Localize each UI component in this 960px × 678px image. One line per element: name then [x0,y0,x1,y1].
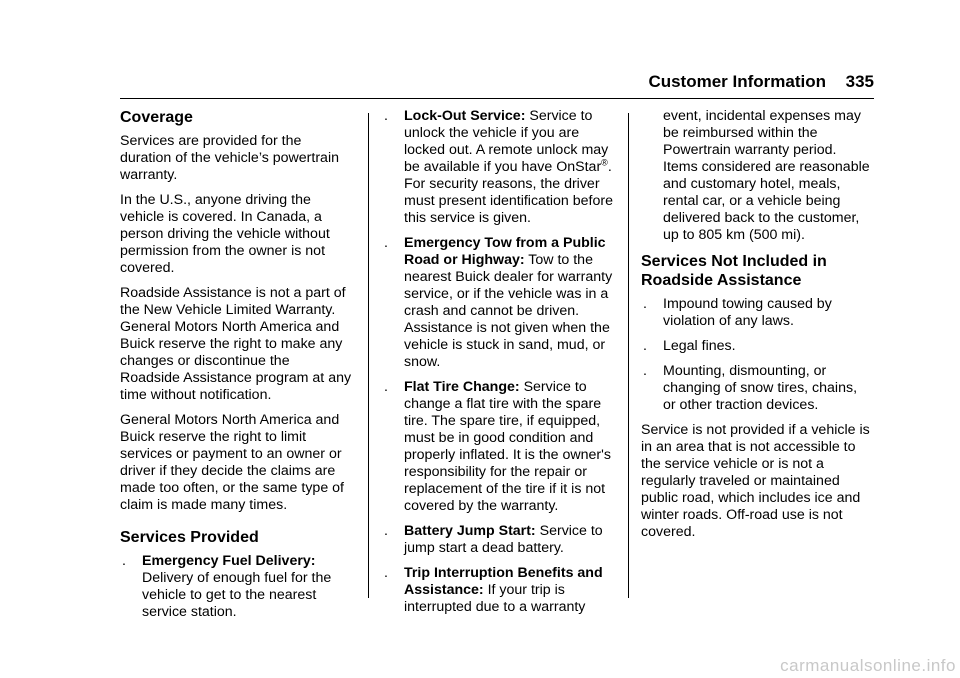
page-header [120,72,874,99]
item-text: Service to jump start a dead battery. [404,523,603,556]
list-item [641,338,873,355]
bullet: . [384,108,388,124]
bullet: . [643,363,647,379]
bullet: . [384,235,388,251]
list-item [382,379,614,515]
column-3 [641,108,873,549]
bullet: . [643,338,647,354]
services-not-included-heading: Services Not Included in Roadside Assistance [641,253,827,289]
bullet: . [384,379,388,395]
services-list-continued [382,108,614,616]
column-1 [120,108,352,629]
page-number: 335 [845,72,874,91]
item-label: Emergency Fuel Delivery: [142,553,316,569]
coverage-paragraph-3: Roadside Assistance is not a part of the New Vehicle Limited Warranty. General Motors North America and Buick reserve the right to make any changes or discontinue the Roadside Assistance program at any time without notification. [120,285,352,403]
item-label: Lock-Out Service: [404,108,526,124]
trip-interruption-continued: event, incidental expenses may be reimbursed within the Powertrain warranty period. Items considered are reasonable and customary hotel, meals, rental car, or a vehicle being delivered back to the customer, up to 805 km (500 mi). [663,108,870,243]
coverage-heading: Coverage [120,109,193,126]
item-text: Delivery of enough fuel for the vehicle to get to the nearest service station. [142,570,332,620]
bullet: . [122,553,126,569]
not-provided-paragraph: Service is not provided if a vehicle is in an area that is not accessible to the service vehicle or is not a regularly traveled or maintained public road, which includes ice and winter roads. Off-road use is not covered. [641,422,870,540]
watermark: carmanualsonline.info [780,656,956,675]
list-item [382,235,614,371]
item-label: Emergency Tow from a Public Road or Highway: [404,235,606,268]
registered-mark: ® [601,157,608,168]
item-text: Service to unlock the vehicle if you are locked out. A remote unlock may be available if you have OnStar [404,108,609,175]
item-text: Mounting, dismounting, or changing of snow tires, chains, or other traction devices. [663,363,858,413]
bullet: . [643,296,647,312]
services-provided-heading: Services Provided [120,529,259,546]
list-item [382,108,614,227]
list-item [382,565,614,616]
list-item [641,296,873,330]
item-text: If your trip is interrupted due to a warranty [404,582,586,615]
column-divider-2 [628,113,629,598]
section-title: Customer Information [648,72,826,91]
list-item [641,363,873,414]
item-text: Impound towing caused by violation of any laws. [663,296,832,329]
coverage-paragraph-4: General Motors North America and Buick reserve the right to limit services or payment to an owner or driver if they decide the claims are made too often, or the same type of claim is made many times. [120,412,344,513]
services-list-start [120,553,352,621]
item-text: Tow to the nearest Buick dealer for warranty service, or if the vehicle was in a crash and cannot be driven. Assistance is not given when the vehicle is stuck in sand, mud, or snow. [404,252,613,370]
item-label: Battery Jump Start: [404,523,536,539]
coverage-paragraph-1: Services are provided for the duration of the vehicle’s powertrain warranty. [120,133,339,183]
item-label: Flat Tire Change: [404,379,520,395]
item-text: Service to change a flat tire with the spare tire. The spare tire, if equipped, must be in good condition and properly inflated. It is the owner's responsibility for the repair or replacement of the tire if it is not covered by the warranty. [404,379,611,514]
item-label: Trip Interruption Benefits and Assistance: [404,565,603,598]
exclusions-list [641,296,873,414]
coverage-paragraph-2: In the U.S., anyone driving the vehicle is covered. In Canada, a person driving the vehicle without permission from the owner is not covered. [120,192,330,276]
column-divider-1 [368,113,369,598]
list-item [382,523,614,557]
list-item [120,553,352,621]
bullet: . [384,565,388,581]
bullet: . [384,523,388,539]
item-text: . For security reasons, the driver must present identification before this service is given. [404,159,613,226]
item-text: Legal fines. [663,338,736,354]
column-2 [382,108,614,624]
